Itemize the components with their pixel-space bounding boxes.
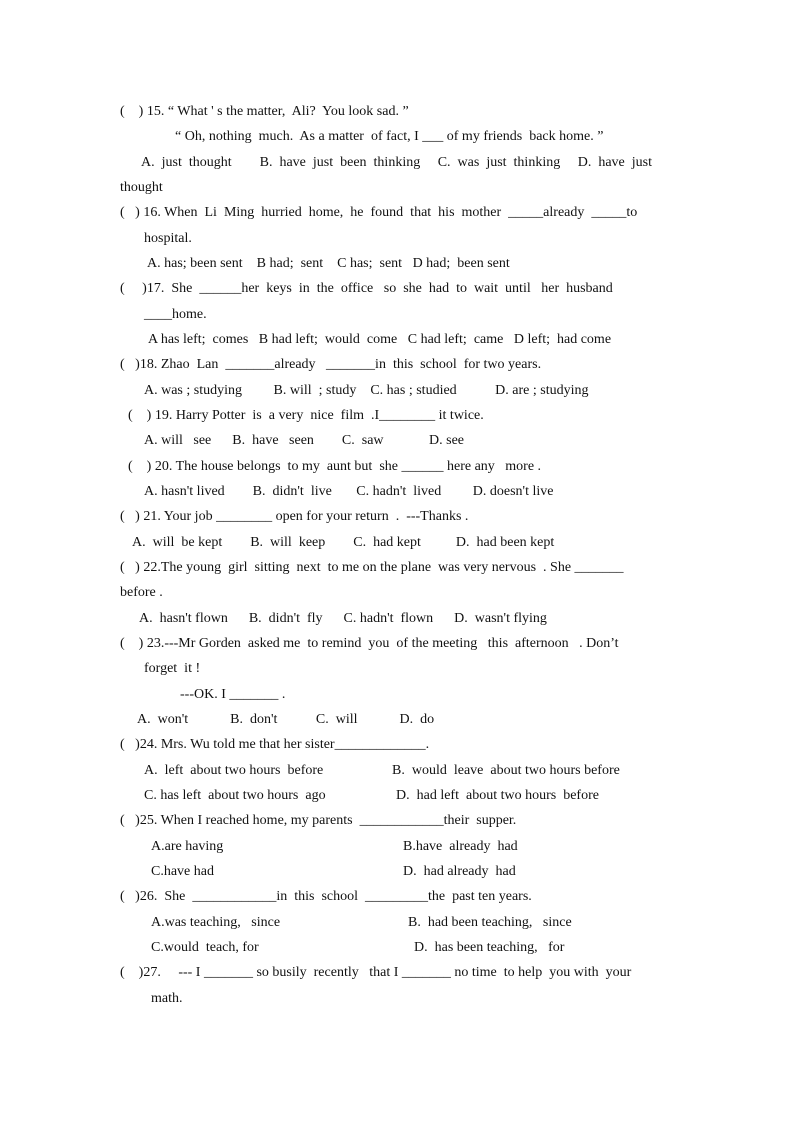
question-16-cont: hospital.	[144, 231, 192, 246]
question-20: ( ) 20. The house belongs to my aunt but she ______ here any more .	[128, 459, 542, 474]
question-26: ( )26. She ____________in this school _________the past ten years.	[120, 889, 532, 904]
question-23-reply: ---OK. I _______ .	[180, 687, 286, 702]
question-23: ( ) 23.---Mr Gorden asked me to remind you of the meeting this afternoon . Don’t	[120, 636, 619, 651]
question-16: ( ) 16. When Li Ming hurried home, he found that his mother _____already _____to	[120, 205, 638, 220]
question-26-option-d: D. has been teaching, for	[414, 940, 565, 955]
question-18: ( )18. Zhao Lan _______already _______in this school for two years.	[120, 357, 542, 372]
question-22-cont: before .	[120, 585, 163, 600]
question-25-option-b: B.have already had	[403, 839, 518, 854]
question-23-cont: forget it !	[144, 661, 201, 676]
question-26-option-a: A.was teaching, since	[151, 915, 281, 930]
question-15-dialogue: “ Oh, nothing much. As a matter of fact, I ___ of my friends back home. ”	[175, 129, 604, 144]
question-21-options: A. will be kept B. will keep C. had kept D. had been kept	[132, 535, 555, 550]
question-19: ( ) 19. Harry Potter is a very nice film .I________ it twice.	[128, 408, 484, 423]
question-25-option-a: A.are having	[151, 839, 224, 854]
question-16-options: A. has; been sent B had; sent C has; sent D had; been sent	[147, 256, 510, 271]
question-23-options: A. won't B. don't C. will D. do	[137, 712, 435, 727]
question-24: ( )24. Mrs. Wu told me that her sister_____________.	[120, 737, 430, 752]
question-15: ( ) 15. “ What ' s the matter, Ali? You look sad. ”	[120, 104, 409, 119]
question-18-options: A. was ; studying B. will ; study C. has ; studied D. are ; studying	[144, 383, 589, 398]
question-25-option-d: D. had already had	[403, 864, 516, 879]
question-25-option-c: C.have had	[151, 864, 214, 879]
question-26-option-c: C.would teach, for	[151, 940, 259, 955]
question-22-options: A. hasn't flown B. didn't fly C. hadn't flown D. wasn't flying	[139, 611, 547, 626]
question-24-option-b: B. would leave about two hours before	[392, 763, 620, 778]
question-15-options-cont: thought	[120, 180, 163, 195]
question-15-options: A. just thought B. have just been thinking C. was just thinking D. have just	[141, 155, 652, 170]
question-17: ( )17. She ______her keys in the office so she had to wait until her husband	[120, 281, 613, 296]
question-24-option-d: D. had left about two hours before	[396, 788, 599, 803]
question-27: ( )27. --- I _______ so busily recently that I _______ no time to help you with your	[120, 965, 632, 980]
question-24-option-c: C. has left about two hours ago	[144, 788, 326, 803]
question-22: ( ) 22.The young girl sitting next to me on the plane was very nervous . She _______	[120, 560, 624, 575]
question-24-option-a: A. left about two hours before	[144, 763, 324, 778]
question-21: ( ) 21. Your job ________ open for your return . ---Thanks .	[120, 509, 469, 524]
question-20-options: A. hasn't lived B. didn't live C. hadn't lived D. doesn't live	[144, 484, 554, 499]
question-19-options: A. will see B. have seen C. saw D. see	[144, 433, 465, 448]
question-17-cont: ____home.	[144, 307, 207, 322]
question-27-cont: math.	[151, 991, 183, 1006]
question-17-options: A has left; comes B had left; would come C had left; came D left; had come	[148, 332, 612, 347]
question-25: ( )25. When I reached home, my parents ____________their supper.	[120, 813, 517, 828]
question-26-option-b: B. had been teaching, since	[408, 915, 572, 930]
